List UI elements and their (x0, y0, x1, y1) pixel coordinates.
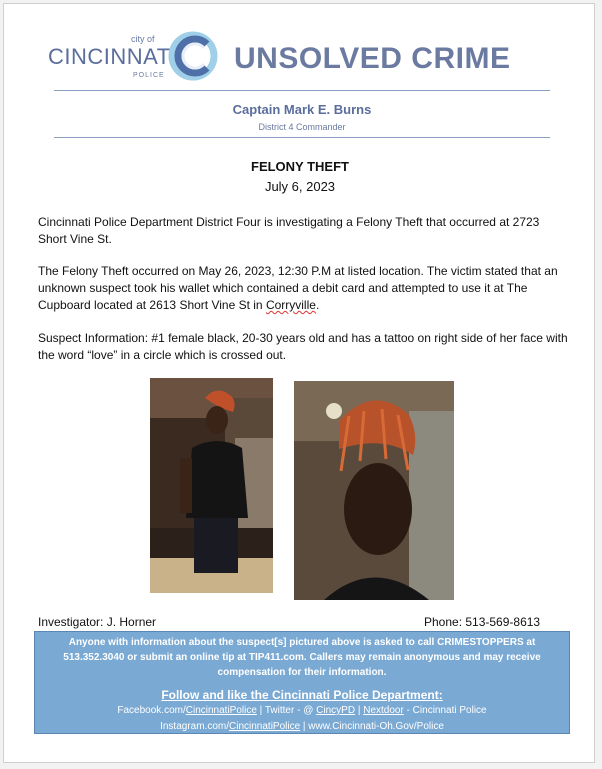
follow-heading: Follow and like the Cincinnati Police Department: (161, 688, 443, 702)
suspect-photo-1 (150, 378, 273, 593)
phone-number: Phone: 513-569-8613 (424, 615, 541, 629)
separator: | (355, 705, 364, 716)
website-link[interactable]: | www.Cincinnati-Oh.Gov/Police (300, 721, 444, 732)
nextdoor-tail: - Cincinnati Police (403, 705, 487, 716)
commander-title: District 4 Commander (258, 122, 346, 132)
instagram-link[interactable]: CincinnatiPolice (229, 721, 301, 732)
instagram-label: Instagram.com/ (160, 721, 229, 732)
social-links-line-1 (35, 703, 569, 718)
social-links-line-2 (35, 719, 569, 734)
crimestoppers-box (34, 631, 570, 734)
facebook-label: Facebook.com/ (117, 705, 186, 716)
paragraph-details (38, 263, 570, 314)
details-end: . (315, 298, 320, 312)
details-text: The Felony Theft occurred on May 26, 2023, 12:30 P.M at listed location. The victim stated that an unknown suspect took his wallet which contained a debit card and attempted to use it at The Cupboard located at 2613 Short Vine St in (38, 264, 558, 312)
logo-city-text: city of (131, 34, 155, 44)
paragraph-location: Cincinnati Police Department District Four is investigating a Felony Theft that occurred at 2723 Short Vine St. (38, 215, 540, 246)
crime-date: July 6, 2023 (264, 179, 336, 194)
logo-police-text: POLICE (133, 72, 165, 79)
header-divider-bottom (54, 137, 550, 138)
header-divider-top (54, 90, 550, 91)
paragraph-suspect: Suspect Information: #1 female black, 20-30 years old and has a tattoo on right side of her face with the word “love” in a circle which is crossed out. (38, 331, 568, 362)
headline: UNSOLVED CRIME (234, 42, 511, 75)
crime-title: FELONY THEFT (251, 159, 349, 174)
nextdoor-link[interactable]: Nextdoor (363, 705, 404, 716)
facebook-link[interactable]: CincinnatiPolice (185, 705, 257, 716)
captain-name: Captain Mark E. Burns (232, 102, 372, 117)
details-place: Corryville (265, 298, 316, 312)
twitter-link[interactable]: CincyPD (316, 705, 356, 716)
investigator: Investigator: J. Horner (38, 615, 157, 629)
logo-city-name: CINCINNATI (48, 44, 178, 69)
crimestoppers-text: Anyone with information about the suspect[s] pictured above is asked to call CRIMESTOPPERS at 513.352.3040 or submit an online tip at TIP411.com. Callers may remain anonymous and may receive compensation for their information. (63, 637, 541, 678)
flyer-page (3, 3, 595, 763)
cincinnati-c-logo-icon (168, 31, 218, 81)
suspect-photo-2 (294, 381, 454, 600)
twitter-label: | Twitter - @ (256, 705, 317, 716)
